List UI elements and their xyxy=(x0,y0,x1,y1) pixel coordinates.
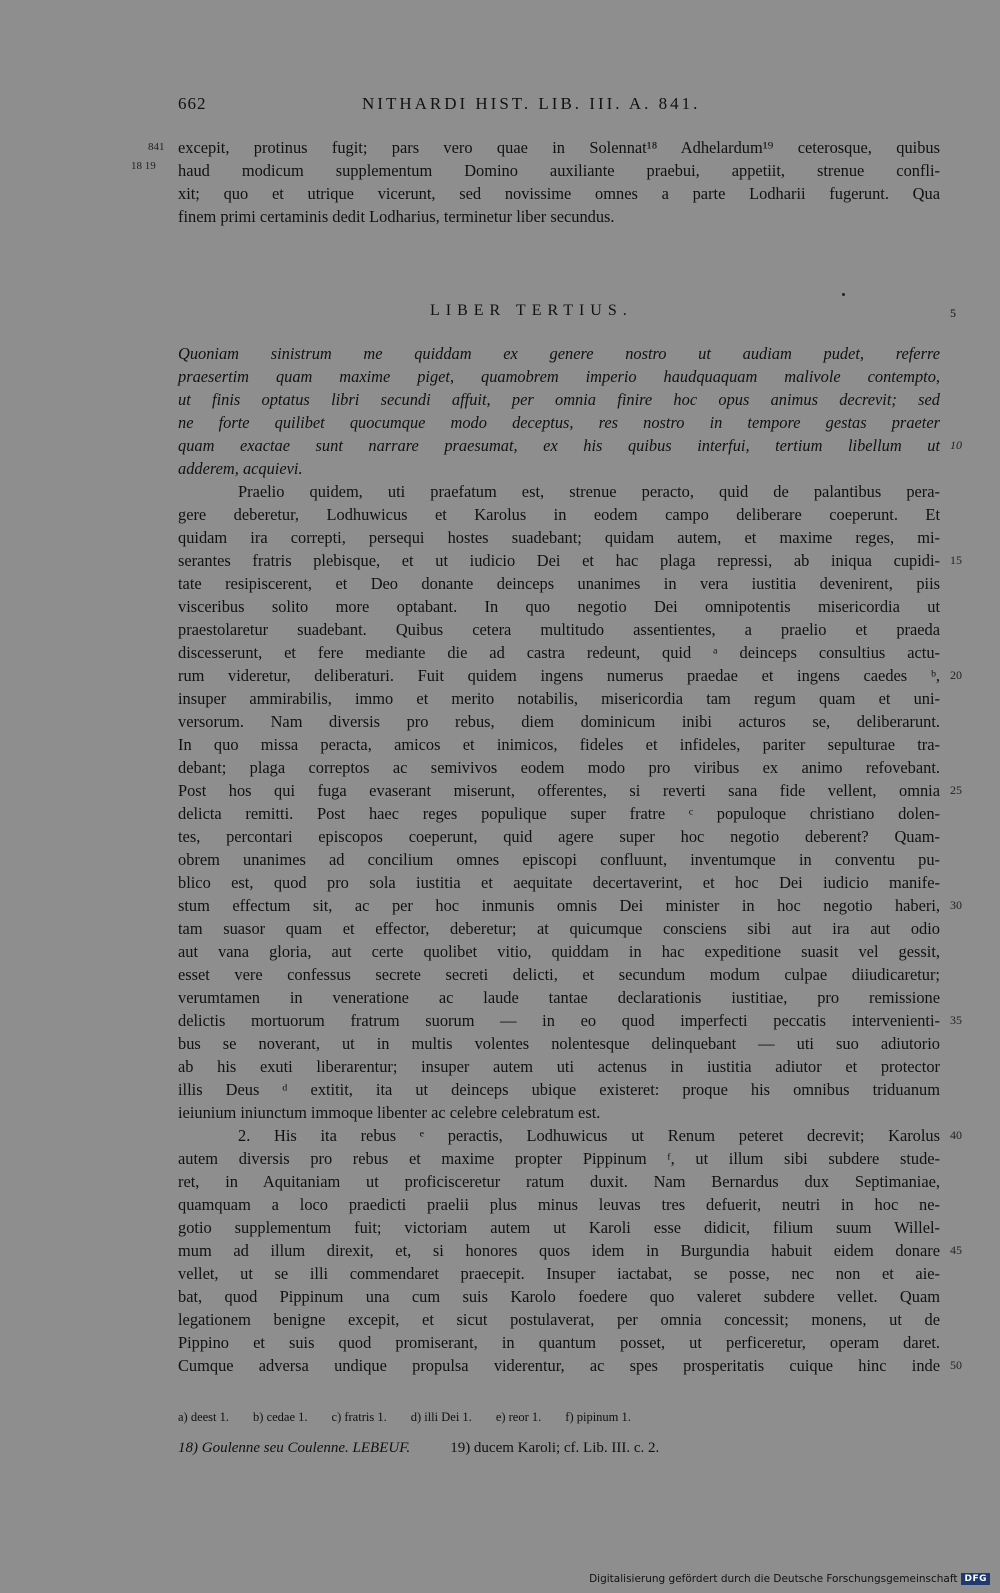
line-text: autem diversis pro rebus et maxime propter Pippinum ᶠ, ut illum sibi subdere stude- xyxy=(178,1149,940,1168)
closing-line xyxy=(178,182,940,205)
line-text: gotio supplementum fuit; victoriam autem ut Karoli esse didicit, filium suum Willel- xyxy=(178,1218,940,1237)
line-text: versorum. Nam diversis pro rebus, diem dominicum inibi acturos se, deliberarunt. xyxy=(178,712,940,731)
line-text: excepit, protinus fugit; pars vero quae in Solennat¹⁸ Adhelardum¹⁹ ceterosque, quibus xyxy=(178,138,940,157)
body-line xyxy=(178,595,940,618)
line-text: delictis mortuorum fratrum suorum — in eo quod imperfecti peccatis intervenienti- xyxy=(178,1011,940,1030)
body-line xyxy=(178,1216,940,1239)
editorial-footnote: 19) ducem Karoli; cf. Lib. III. c. 2. xyxy=(450,1440,660,1456)
line-text: debant; plaga correptos ac semivivos eodem modo pro viribus ex animo refovebant. xyxy=(178,758,940,777)
line-text: insuper ammirabilis, immo et merito notabilis, misericordia tam regum quam et uni- xyxy=(178,689,940,708)
variant-footnote: a) deest 1. xyxy=(178,1410,230,1424)
line-text: tes, percontari episcopos coeperunt, quid agere super hoc negotio deberent? Quam- xyxy=(178,827,940,846)
body-line xyxy=(178,687,940,710)
line-text: visceribus solito more optabant. In quo negotio Dei omnipotentis misericordia ut xyxy=(178,597,940,616)
body-line xyxy=(178,1078,940,1101)
line-text: discesserunt, et fere mediante die ad castra redeunt, quid ᵃ deinceps consultius actu- xyxy=(178,643,940,662)
body-line xyxy=(178,1262,940,1285)
body-line xyxy=(178,480,940,503)
line-number: 35 xyxy=(950,1013,962,1027)
line-number: 40 xyxy=(950,1128,962,1142)
prologue-line xyxy=(178,342,940,365)
dfg-logo-icon: DFG xyxy=(961,1573,990,1585)
book-title: LIBER TERTIUS. xyxy=(430,302,633,319)
body-line xyxy=(178,1331,940,1354)
line-text: blico est, quod pro sola iustitia et aequitate decertaverint, et hoc Dei iudicio manife- xyxy=(178,873,940,892)
body-line xyxy=(178,549,962,572)
body-line xyxy=(178,1147,940,1170)
line-text: bus se noverant, ut in multis volentes nolentesque delinquebant — uti suo adiutorio xyxy=(178,1034,940,1053)
line-text: rum videretur, deliberaturi. Fuit quidem ingens numerus praedae et ingens caedes ᵇ, xyxy=(178,666,940,685)
line-text: aut vana gloria, aut certe quolibet vitio, quiddam in hac expeditione suasit vel gessit, xyxy=(178,942,940,961)
body-line xyxy=(178,940,940,963)
prologue-line xyxy=(178,411,940,434)
line-number: 10 xyxy=(950,438,962,452)
closing-line xyxy=(178,159,940,182)
editorial-footnote: 18) Goulenne seu Coulenne. LEBEUF. xyxy=(178,1440,411,1456)
main-text xyxy=(178,480,962,1377)
line-text: tate resipiscerent, et Deo donante deinceps unanimes in vera iustitia devenirent, piis xyxy=(178,574,940,593)
variant-footnote: c) fratris 1. xyxy=(331,1410,387,1424)
line-text: delicta remitti. Post haec reges populique super fratre ᶜ populoque christiano dolen- xyxy=(178,804,940,823)
closing-line xyxy=(178,205,940,228)
line-text: Quoniam sinistrum me quiddam ex genere nostro ut audiam pudet, referre xyxy=(178,344,940,363)
body-line xyxy=(178,825,940,848)
closing-line xyxy=(178,136,940,159)
line-text: mum ad illum direxit, et, si honores quos idem in Burgundia habuit eidem donare xyxy=(178,1241,940,1260)
body-line xyxy=(178,1193,940,1216)
line-text: quam exactae sunt narrare praesumat, ex his quibus interfui, tertium libellum ut xyxy=(178,436,940,455)
body-line xyxy=(178,894,962,917)
ink-speck xyxy=(842,293,845,296)
line-text: Pippino et suis quod promiserant, in quantum posset, ut perficeretur, operam daret. xyxy=(178,1333,940,1352)
line-text: bat, quod Pippinum una cum suis Karolo foedere quo valeret subdere vellet. Quam xyxy=(178,1287,940,1306)
line-number: 30 xyxy=(950,898,962,912)
line-number: 20 xyxy=(950,668,962,682)
line-text: legationem benigne excepit, et sicut postulaverat, per omnia concessit; monens, ut de xyxy=(178,1310,940,1329)
page-number: 662 xyxy=(178,94,207,113)
body-line xyxy=(178,1170,940,1193)
line-text: xit; quo et utrique vicerunt, sed novissime omnes a parte Lodharii fugerunt. Qua xyxy=(178,184,940,203)
line-number: 45 xyxy=(950,1243,962,1257)
line-text: verumtamen in veneratione ac laude tantae declarationis iustitiae, pro remissione xyxy=(178,988,940,1007)
body-line xyxy=(178,618,940,641)
prologue-line xyxy=(178,434,962,457)
body-line xyxy=(178,756,940,779)
line-text: finem primi certaminis dedit Lodharius, terminetur liber secundus. xyxy=(178,207,615,226)
line-text: esset vere confessus secrete secreti delicti, et secundum modum culpae diiudicaretur; xyxy=(178,965,940,984)
body-line xyxy=(178,1101,940,1124)
line-text: ab his exuti liberarentur; insuper autem uti actenus in iustitia adiutor et protector xyxy=(178,1057,940,1076)
body-line xyxy=(178,1239,962,1262)
line-text: Praelio quidem, uti praefatum est, strenue peracto, quid de palantibus pera- xyxy=(238,482,940,501)
body-line xyxy=(178,733,940,756)
line-text: obrem unanimes ad concilium omnes episcopi confluunt, inventumque in conventu pu- xyxy=(178,850,940,869)
line-text: Cumque adversa undique propulsa viderentur, ac spes prosperitatis cuique hinc inde xyxy=(178,1356,940,1375)
body-line xyxy=(178,1055,940,1078)
prologue-line xyxy=(178,388,940,411)
body-line xyxy=(178,963,940,986)
line-text: praesertim quam maxime piget, quamobrem imperio haudquaquam malivole contempto, xyxy=(178,367,940,386)
body-line xyxy=(178,871,940,894)
body-line xyxy=(178,1308,940,1331)
running-title: NITHARDI HIST. LIB. III. A. 841. xyxy=(362,94,701,113)
line-text: gere deberetur, Lodhuwicus et Karolus in eodem campo deliberare coeperunt. Et xyxy=(178,505,940,524)
body-line xyxy=(178,986,940,1009)
line-text: stum effectum sit, ac per hoc inmunis omnis Dei minister in hoc negotio haberi, xyxy=(178,896,940,915)
line-number: 5 xyxy=(950,306,956,320)
body-line xyxy=(178,526,940,549)
line-number: 15 xyxy=(950,553,962,567)
body-line xyxy=(178,1124,962,1147)
body-line xyxy=(178,1009,962,1032)
line-text: Post hos qui fuga evaserant miserunt, offerentes, si reverti sana fide vellent, omnia xyxy=(178,781,940,800)
line-text: ut finis optatus libri secundi affuit, per omnia finire hoc opus animus decrevit; sed xyxy=(178,390,940,409)
prologue-line xyxy=(178,365,940,388)
line-text: tam suasor quam et effector, deberetur; at quicumque consciens sibi aut ira aut odio xyxy=(178,919,940,938)
body-line xyxy=(178,917,940,940)
prologue-line xyxy=(178,457,940,480)
body-line xyxy=(178,710,940,733)
line-number: 50 xyxy=(950,1358,962,1372)
body-line xyxy=(178,1032,940,1055)
footer-credit: Digitalisierung gefördert durch die Deutsche Forschungsgemeinschaft xyxy=(589,1573,958,1585)
body-line xyxy=(178,1285,940,1308)
line-text: ieiunium iniunctum immoque libenter ac celebre celebratum est. xyxy=(178,1103,601,1122)
body-line xyxy=(178,1354,962,1377)
line-text: quidam ira correpti, persequi hostes suadebant; quidam autem, et maxime reges, mi- xyxy=(178,528,940,547)
line-text: haud modicum supplementum Domino auxiliante praebui, appetiit, strenue confli- xyxy=(178,161,940,180)
body-line xyxy=(178,802,940,825)
line-text: adderem, acquievi. xyxy=(178,459,303,478)
body-line xyxy=(178,664,962,687)
line-text: praestolaretur suadebant. Quibus cetera multitudo assentientes, a praelio et praeda xyxy=(178,620,940,639)
line-text: illis Deus ᵈ extitit, ita ut deinceps ubique existeret: proque his omnibus triduanum xyxy=(178,1080,940,1099)
closing-paragraph-book-two xyxy=(178,136,940,228)
variant-footnote: d) illi Dei 1. xyxy=(410,1410,472,1424)
digitization-footer xyxy=(589,1573,990,1585)
body-line xyxy=(178,641,940,664)
variant-footnote: b) cedae 1. xyxy=(253,1410,308,1424)
line-text: ne forte quilibet quocumque modo deceptus, res nostro in tempore gestas praeter xyxy=(178,413,940,432)
body-line xyxy=(178,848,940,871)
variant-footnote: e) reor 1. xyxy=(495,1410,542,1424)
line-text: 2. His ita rebus ᵉ peractis, Lodhuwicus ut Renum peteret decrevit; Karolus xyxy=(238,1126,940,1145)
body-line xyxy=(178,779,962,802)
line-text: vellet, ut se illi commendaret praecepit. Insuper iactabat, se posse, nec non et aie- xyxy=(178,1264,940,1283)
line-text: In quo missa peracta, amicos et inimicos, fideles et infideles, pariter sepulturae tra- xyxy=(178,735,940,754)
body-line xyxy=(178,572,940,595)
editorial-footnotes xyxy=(178,1440,940,1457)
prologue-italic xyxy=(178,342,962,480)
body-line xyxy=(178,503,940,526)
margin-year: 841 xyxy=(148,141,165,153)
margin-note-refs: 18 19 xyxy=(131,160,156,172)
line-number: 25 xyxy=(950,783,962,797)
variant-footnotes xyxy=(178,1410,940,1425)
variant-footnote: f) pipinum 1. xyxy=(565,1410,631,1424)
line-text: serantes fratris plebisque, et ut iudicio Dei et hac plaga repressi, ab iniqua cupidi- xyxy=(178,551,940,570)
line-text: quamquam a loco praedicti praelii plus minus leuvas tres defuerit, neutri in hoc ne- xyxy=(178,1195,940,1214)
line-text: ret, in Aquitaniam ut proficisceretur ratum duxit. Nam Bernardus dux Septimaniae, xyxy=(178,1172,940,1191)
